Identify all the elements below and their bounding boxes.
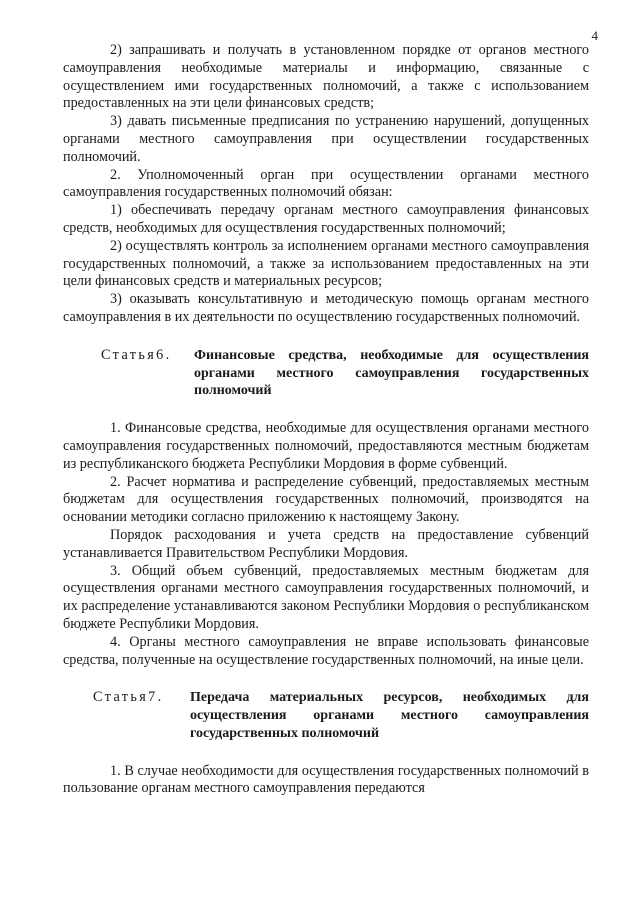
paragraph: 3) давать письменные предписания по устранению нарушений, допущенных органами местного самоуправления при осуществлении государственных полномочий. (63, 113, 589, 165)
paragraph: 2) осуществлять контроль за исполнением органами местного самоуправления государственных полномочий, а также за использованием предоставленных на эти цели финансовых средств и материальных ресурсов; (63, 237, 589, 290)
paragraph: 2) запрашивать и получать в установленном порядке от органов местного самоуправления необходимые материалы и информацию, связанные с осуществлением ими государственных полномочий, а также с использованием предоставленных на эти цели финансовых средств; (63, 42, 589, 112)
paragraph: 1. Финансовые средства, необходимые для осуществления органами местного самоуправления государственных полномочий, предоставляются местным бюджетам из республиканского бюджета Республики Мордовия в форме субвенций. (63, 420, 589, 472)
article-label: Статья6. (101, 346, 172, 363)
paragraph: 1. В случае необходимости для осуществления государственных полномочий в пользование органам местного самоуправления передаются (63, 762, 589, 797)
article-label: Статья7. (93, 689, 164, 706)
paragraph: 4. Органы местного самоуправления не вправе использовать финансовые средства, полученные на осуществление государственных полномочий, на иные цели. (63, 633, 589, 668)
document-body (63, 42, 589, 798)
paragraph: Порядок расходования и учета средств на предоставление субвенций устанавливается Правительством Республики Мордовия. (63, 526, 589, 561)
paragraph: 3. Общий объем субвенций, предоставляемых местным бюджетам для осуществления органами местного самоуправления государственных полномочий, и их распределение устанавливаются законом Республики Мордовия о республиканском бюджете Республики Мордовия. (63, 562, 589, 632)
paragraph: 3) оказывать консультативную и методическую помощь органам местного самоуправления в их деятельности по осуществлению государственных полномочий. (63, 291, 589, 325)
article-6-heading (63, 347, 589, 400)
article-7-heading (63, 689, 589, 742)
paragraph: 2. Уполномоченный орган при осуществлении органами местного самоуправления государственных полномочий обязан: (63, 166, 589, 201)
paragraph: 2. Расчет норматива и распределение субвенций, предоставляемых местным бюджетам для осуществления государственных полномочий, производятся на основании методики согласно приложению к настоящему Закону. (63, 473, 589, 526)
page-number: 4 (591, 28, 598, 43)
article-title: Передача материальных ресурсов, необходимых для осуществления органами местного самоуправления государственных полномочий (190, 690, 589, 741)
article-title: Финансовые средства, необходимые для осуществления органами местного самоуправления государственных полномочий (194, 347, 589, 399)
paragraph: 1) обеспечивать передачу органам местного самоуправления финансовых средств, необходимых для осуществления государственных полномочий; (63, 202, 589, 236)
